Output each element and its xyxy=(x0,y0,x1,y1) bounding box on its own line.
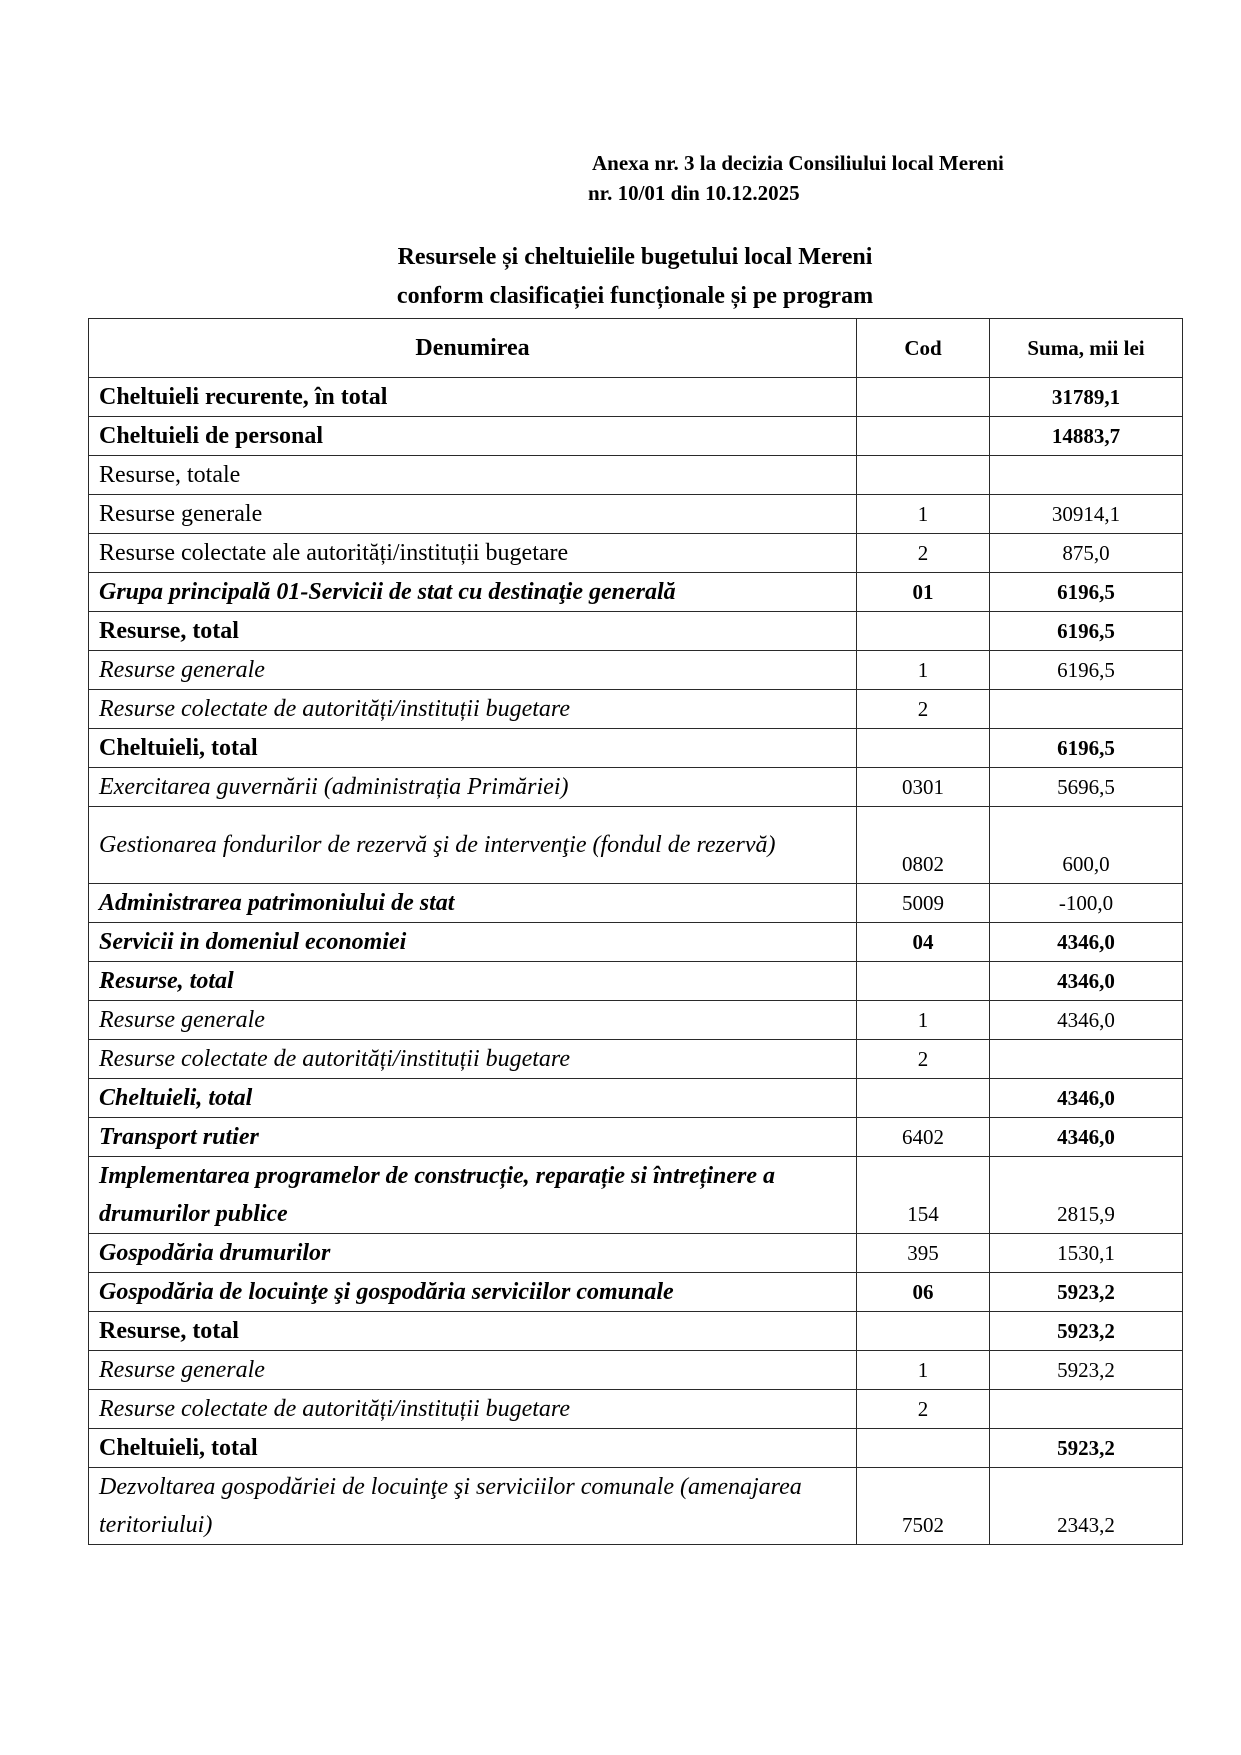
cell-suma: 14883,7 xyxy=(990,417,1183,456)
cell-suma xyxy=(990,456,1183,495)
cell-denumirea: Cheltuieli, total xyxy=(89,1429,857,1468)
cell-cod: 5009 xyxy=(857,884,990,923)
cell-cod: 395 xyxy=(857,1234,990,1273)
cell-cod: 06 xyxy=(857,1273,990,1312)
table-body xyxy=(89,378,1183,1545)
cell-cod xyxy=(857,1312,990,1351)
cell-cod: 1 xyxy=(857,651,990,690)
column-header-denumirea: Denumirea xyxy=(89,319,857,378)
title-line-2: conform clasificației funcționale și pe program xyxy=(396,283,874,309)
table-row xyxy=(89,534,1183,573)
cell-cod: 6402 xyxy=(857,1118,990,1157)
table-row xyxy=(89,456,1183,495)
cell-denumirea: Grupa principală 01-Servicii de stat cu destinaţie generală xyxy=(89,573,857,612)
table-row xyxy=(89,1273,1183,1312)
cell-denumirea: Dezvoltarea gospodăriei de locuinţe şi serviciilor comunale (amenajarea teritoriului) xyxy=(89,1468,857,1545)
cell-cod: 0301 xyxy=(857,768,990,807)
cell-denumirea: Cheltuieli, total xyxy=(89,1079,857,1118)
table-row xyxy=(89,962,1183,1001)
table-row xyxy=(89,378,1183,417)
table-row xyxy=(89,1351,1183,1390)
cell-denumirea: Resurse, total xyxy=(89,612,857,651)
table-header-row xyxy=(89,319,1183,378)
cell-suma: 1530,1 xyxy=(990,1234,1183,1273)
cell-suma: 4346,0 xyxy=(990,962,1183,1001)
table-row xyxy=(89,690,1183,729)
cell-suma: 4346,0 xyxy=(990,923,1183,962)
cell-denumirea: Resurse generale xyxy=(89,1001,857,1040)
cell-suma: 875,0 xyxy=(990,534,1183,573)
cell-suma: 5923,2 xyxy=(990,1429,1183,1468)
cell-denumirea: Resurse colectate ale autorități/instituții bugetare xyxy=(89,534,857,573)
table-row xyxy=(89,1079,1183,1118)
cell-cod: 2 xyxy=(857,1390,990,1429)
cell-cod xyxy=(857,378,990,417)
cell-suma: 600,0 xyxy=(990,807,1183,884)
cell-denumirea: Implementarea programelor de construcție, reparație si întreținere a drumurilor publice xyxy=(89,1157,857,1234)
table-row xyxy=(89,1001,1183,1040)
cell-denumirea: Resurse colectate de autorități/instituții bugetare xyxy=(89,1040,857,1079)
cell-cod: 0802 xyxy=(857,807,990,884)
cell-cod xyxy=(857,729,990,768)
cell-cod: 154 xyxy=(857,1157,990,1234)
cell-cod: 2 xyxy=(857,1040,990,1079)
table-row xyxy=(89,1312,1183,1351)
cell-suma: 4346,0 xyxy=(990,1079,1183,1118)
cell-suma: 4346,0 xyxy=(990,1001,1183,1040)
table-row xyxy=(89,1040,1183,1079)
table-row xyxy=(89,884,1183,923)
cell-cod: 2 xyxy=(857,534,990,573)
cell-cod xyxy=(857,962,990,1001)
table-row xyxy=(89,729,1183,768)
table-row xyxy=(89,612,1183,651)
cell-suma: 2815,9 xyxy=(990,1157,1183,1234)
cell-denumirea: Resurse generale xyxy=(89,1351,857,1390)
cell-suma: 5923,2 xyxy=(990,1351,1183,1390)
table-row xyxy=(89,573,1183,612)
cell-denumirea: Gestionarea fondurilor de rezervă şi de intervenţie (fondul de rezervă) xyxy=(89,807,857,884)
cell-suma: 31789,1 xyxy=(990,378,1183,417)
cell-denumirea: Cheltuieli recurente, în total xyxy=(89,378,857,417)
cell-suma: 30914,1 xyxy=(990,495,1183,534)
table-row xyxy=(89,1234,1183,1273)
table-row xyxy=(89,495,1183,534)
cell-cod xyxy=(857,612,990,651)
table-row xyxy=(89,807,1183,884)
cell-suma: -100,0 xyxy=(990,884,1183,923)
cell-denumirea: Resurse, total xyxy=(89,1312,857,1351)
annex-reference xyxy=(588,148,1004,208)
cell-denumirea: Transport rutier xyxy=(89,1118,857,1157)
cell-suma xyxy=(990,690,1183,729)
cell-suma: 5696,5 xyxy=(990,768,1183,807)
table-row xyxy=(89,1429,1183,1468)
cell-suma: 5923,2 xyxy=(990,1312,1183,1351)
cell-denumirea: Gospodăria drumurilor xyxy=(89,1234,857,1273)
cell-denumirea: Resurse colectate de autorități/instituții bugetare xyxy=(89,690,857,729)
cell-denumirea: Servicii in domeniul economiei xyxy=(89,923,857,962)
column-header-cod: Cod xyxy=(857,319,990,378)
cell-cod: 2 xyxy=(857,690,990,729)
cell-cod: 1 xyxy=(857,1351,990,1390)
cell-cod xyxy=(857,1079,990,1118)
annex-line-1: Anexa nr. 3 la decizia Consiliului local Mereni xyxy=(592,151,1004,175)
table-row xyxy=(89,651,1183,690)
cell-suma: 6196,5 xyxy=(990,729,1183,768)
cell-suma xyxy=(990,1040,1183,1079)
cell-suma: 6196,5 xyxy=(990,612,1183,651)
table-row xyxy=(89,1390,1183,1429)
cell-suma: 2343,2 xyxy=(990,1468,1183,1545)
document-title xyxy=(88,238,1182,316)
cell-cod xyxy=(857,417,990,456)
annex-line-2: nr. 10/01 din 10.12.2025 xyxy=(588,181,800,205)
cell-denumirea: Resurse, totale xyxy=(89,456,857,495)
cell-denumirea: Resurse, total xyxy=(89,962,857,1001)
cell-cod xyxy=(857,456,990,495)
cell-cod: 7502 xyxy=(857,1468,990,1545)
cell-cod: 04 xyxy=(857,923,990,962)
table-row xyxy=(89,1468,1183,1545)
table-row xyxy=(89,768,1183,807)
title-line-1: Resursele și cheltuielile bugetului local Mereni xyxy=(397,244,873,270)
cell-denumirea: Resurse generale xyxy=(89,651,857,690)
cell-denumirea: Administrarea patrimoniului de stat xyxy=(89,884,857,923)
table-row xyxy=(89,923,1183,962)
cell-cod: 1 xyxy=(857,495,990,534)
cell-denumirea: Exercitarea guvernării (administrația Primăriei) xyxy=(89,768,857,807)
table-row xyxy=(89,417,1183,456)
cell-suma: 6196,5 xyxy=(990,573,1183,612)
budget-table xyxy=(88,318,1183,1545)
cell-denumirea: Resurse colectate de autorități/instituții bugetare xyxy=(89,1390,857,1429)
cell-cod: 1 xyxy=(857,1001,990,1040)
cell-suma: 5923,2 xyxy=(990,1273,1183,1312)
cell-denumirea: Cheltuieli, total xyxy=(89,729,857,768)
table-row xyxy=(89,1157,1183,1234)
cell-denumirea: Gospodăria de locuinţe şi gospodăria serviciilor comunale xyxy=(89,1273,857,1312)
table-row xyxy=(89,1118,1183,1157)
cell-suma: 4346,0 xyxy=(990,1118,1183,1157)
cell-suma xyxy=(990,1390,1183,1429)
cell-denumirea: Resurse generale xyxy=(89,495,857,534)
cell-cod: 01 xyxy=(857,573,990,612)
cell-suma: 6196,5 xyxy=(990,651,1183,690)
cell-denumirea: Cheltuieli de personal xyxy=(89,417,857,456)
cell-cod xyxy=(857,1429,990,1468)
column-header-suma: Suma, mii lei xyxy=(990,319,1183,378)
